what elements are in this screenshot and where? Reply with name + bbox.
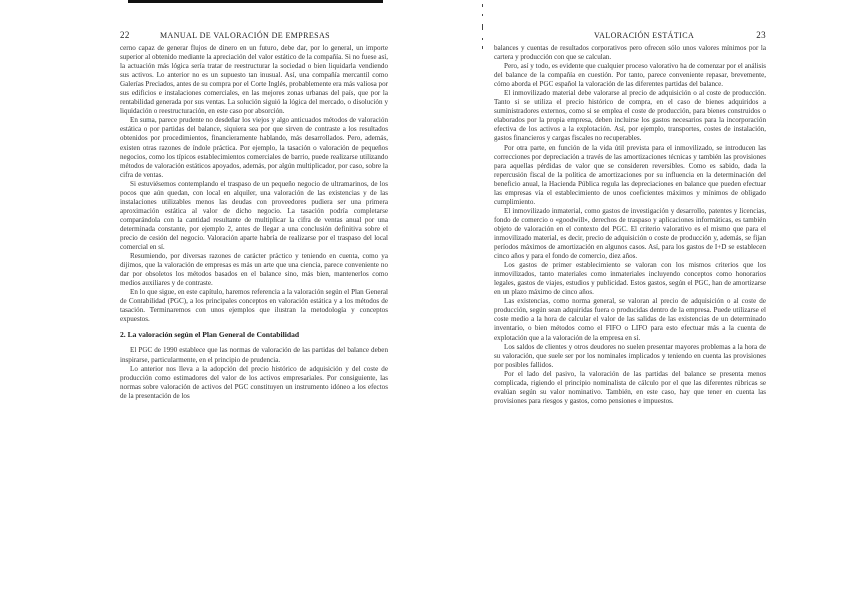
paragraph: cerno capaz de generar flujos de dinero en un futuro, debe dar, por lo general, un importe superior al obtenido mediante la apreciación del valor estático de la compañía. Si no fuese así, la actuación más lógica sería tratar de reestructurar la sociedad o bien liquidarla vendiendo sus activos. Lo anterior no es un supuesto tan inusual. Así, una compañía mercantil como Galerías Preciados, antes de su compra por el Corte Inglés, probablemente era más valiosa por sus edificios e instalaciones comerciales, en las mejores zonas urbanas del país, que por la rentabilidad generada por sus ventas. La solución siguió la lógica del mercado, o disolución y liquidación o reestructuración, en este caso por absorción. <box>120 44 388 116</box>
section-heading: 2. La valoración según el Plan General de Contabilidad <box>120 330 300 340</box>
left-page-number: 22 <box>120 30 130 40</box>
paragraph: El inmovilizado material debe valorarse al precio de adquisición o al coste de producción. Tanto si se utiliza el precio histórico de compra, en el caso de bienes adquiridos a suministradores externos, como si se emplea el coste de producción, para bienes construidos o elaborados por la propia empresa, deben incluirse los gastos necesarios para la incorporación efectiva de los activos a la explotación. Así, por ejemplo, transportes, costes de instalación, gastos financieros y cargas fiscales no recuperables. <box>494 89 766 143</box>
gutter-marks <box>482 0 483 600</box>
left-page-header <box>120 30 388 42</box>
left-page <box>120 30 388 401</box>
paragraph: El inmovilizado inmaterial, como gastos de investigación y desarrollo, patentes y licencias, fondo de comercio o «goodwill», derechos de traspaso y aplicaciones informáticas, es también objeto de valoración en el contexto del PGC. El criterio valorativo es el mismo que para el inmovilizado material, es decir, precio de adquisición o coste de producción y, además, se fijan períodos máximos de amortización en algunos casos. Así, para los gastos de I+D se establecen cinco años y para el fondo de comercio, diez años. <box>494 206 766 261</box>
paragraph: Las existencias, como norma general, se valoran al precio de adquisición o al coste de producción, según sean adquiridas fuera o producidas dentro de la empresa. Puede utilizarse el coste medio a la hora de calcular el valor de las salidas de las existencias de un determinado inventario, o bien métodos como el FIFO o LIFO para esto efectuar más a la cuenta de explotación que a la valoración de la empresa en sí. <box>494 297 766 342</box>
paragraph: Lo anterior nos lleva a la adopción del precio histórico de adquisición y del coste de producción como estimadores del valor de los activos empresariales. Por consiguiente, las normas sobre valoración de activos del PGC constituyen un instrumento idóneo a los efectos de la presentación de los <box>120 364 388 400</box>
paragraph: El PGC de 1990 establece que las normas de valoración de las partidas del balance deben inspirarse, particularmente, en el principio de prudencia. <box>120 346 388 364</box>
left-page-body <box>120 44 388 401</box>
top-edge-bar <box>128 0 383 3</box>
paragraph: balances y cuentas de resultados corporativos pero ofrecen sólo unos valores mínimos por la cartera y producción con que se calculan. <box>494 44 766 62</box>
paragraph: Resumiendo, por diversas razones de carácter práctico y teniendo en cuenta, como ya dijimos, que la valoración de empresas es más un arte que una ciencia, parece conveniente no dar por obsoletos los métodos basados en el balance sino, más bien, mantenerlos como medios auxiliares y de contraste. <box>120 252 388 288</box>
paragraph: En lo que sigue, en este capítulo, haremos referencia a la valoración según el Plan General de Contabilidad (PGC), a los principales conceptos en valoración estática y a los métodos de tasación. Terminaremos con unos ejemplos que ilustran la metodología y conceptos expuestos. <box>120 288 388 324</box>
paragraph: Por otra parte, en función de la vida útil prevista para el inmovilizado, se introducen las correcciones por depreciación a través de las amortizaciones técnicas y también las provisiones para aquellas pérdidas de valor que se consideren reversibles. Como es sabido, dada la repercusión fiscal de la política de amortizaciones por su influencia en la determinación del beneficio anual, la Hacienda Pública regula las depreciaciones en balance que pueden efectuar las empresas vía el establecimiento de unos coeficientes máximos y mínimos de obligado cumplimiento. <box>494 143 766 206</box>
right-running-head: VALORACIÓN ESTÁTICA <box>594 31 695 40</box>
right-page <box>494 30 766 406</box>
paragraph: Los gastos de primer establecimiento se valoran con los mismos criterios que los inmovilizados, tanto materiales como inmateriales incluyendo conceptos como honorarios legales, gastos de viajes, estudios y publicidad. Estos gastos, según el PGC, han de amortizarse en un plazo máximo de cinco años. <box>494 261 766 297</box>
paragraph: Si estuviésemos contemplando el traspaso de un pequeño negocio de ultramarinos, de los pocos que aún quedan, con local en alquiler, una valoración de las existencias y de las instalaciones utilizables menos las deudas con proveedores pudiera ser una primera aproximación estática al valor de dicho negocio. La tasación podría completarse comparándola con la cantidad resultante de multiplicar la cifra de ventas anual por una determinada constante, por ejemplo 2, antes de llegar a una conclusión definitiva sobre el precio de cesión del negocio. Valoración aparte habría de realizarse por el traspaso del local comercial en sí. <box>120 179 388 252</box>
right-page-header <box>494 30 766 42</box>
left-running-head: MANUAL DE VALORACIÓN DE EMPRESAS <box>160 31 330 40</box>
paragraph: En suma, parece prudente no desdeñar los viejos y algo anticuados métodos de valoración estática o por partidas del balance, siquiera sea por que sirven de contraste a los resultados obtenidos por procedimientos, financieramente hablando, más desarrollados. Pero, además, existen otras razones de índole práctica. Por ejemplo, la tasación o valoración de pequeños negocios, como los típicos establecimientos comerciales de barrio, puede realizarse utilizando métodos de valoración estáticos apoyados, además, por algún multiplicador, por caso, sobre la cifra de ventas. <box>120 116 388 179</box>
paragraph: Pero, así y todo, es evidente que cualquier proceso valorativo ha de comenzar por el análisis del balance de la compañía en cuestión. Por tanto, parece conveniente repasar, brevemente, cómo aborda el PGC español la valoración de las diferentes partidas del balance. <box>494 62 766 89</box>
right-page-body <box>494 44 766 406</box>
paragraph: Por el lado del pasivo, la valoración de las partidas del balance se presenta menos complicada, rigiendo el principio nominalista de cálculo por el que las diferentes rúbricas se evalúan según su valor nominativo. También, en este caso, hay que tener en cuenta las provisiones para riesgos y gastos, como pensiones e impuestos. <box>494 369 766 405</box>
paragraph: Los saldos de clientes y otros deudores no suelen presentar mayores problemas a la hora de su valoración, que suele ser por los nominales implicados y teniendo en cuenta las provisiones por posibles fallidos. <box>494 342 766 369</box>
right-page-number: 23 <box>756 30 766 40</box>
